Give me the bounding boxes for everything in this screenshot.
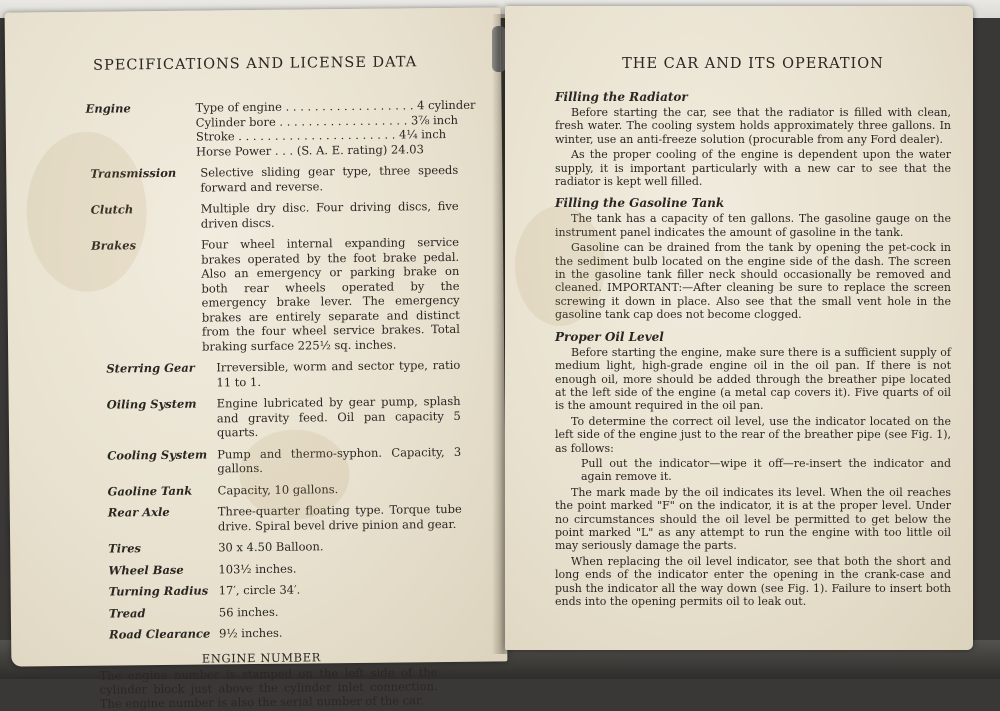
- spec-value: 103½ inches.: [218, 561, 297, 576]
- page-stain: [515, 206, 605, 326]
- paragraph: Before starting the car, see that the radiator is filled with clean, fresh water. The cooling system holds approximately three gallons. In winter, use an anti-freeze solution (procurable from any Ford dealer).: [555, 106, 951, 146]
- paragraph: Gasoline can be drained from the tank by opening the pet-cock in the sediment bulb located on the engine side of the dash. The screen in the gasoline tank filler neck should occasionally be removed and cleaned. IMPORTANT:—After cleaning be sure to replace the screen screwing it down in place. Also see that the small vent hole in the gasoline tank cap does not become clogged.: [555, 241, 951, 322]
- spec-label: Brakes: [90, 238, 137, 253]
- spec-label: Gaoline Tank: [107, 483, 193, 499]
- right-page: [505, 6, 973, 650]
- paragraph: As the proper cooling of the engine is dependent upon the water supply, it is important particularly with a new car to see that the radiator is kept well filled.: [555, 148, 951, 189]
- spec-label: Turning Radius: [108, 583, 209, 599]
- paragraph: The tank has a capacity of ten gallons. The gasoline gauge on the instrument panel indicates the amount of gasoline in the tank.: [555, 212, 951, 239]
- staple: [492, 26, 506, 72]
- engine-number-heading: ENGINE NUMBER: [201, 649, 321, 666]
- spec-value: 30 x 4.50 Balloon.: [218, 539, 324, 555]
- section-filling-radiator: [555, 90, 951, 188]
- engine-line: Type of engine . . . . . . . . . . . . . . . . . . 4 cylinder: [195, 97, 476, 115]
- spec-label: Cooling System: [107, 447, 208, 463]
- left-page: [5, 7, 508, 711]
- spec-label: Engine: [85, 101, 131, 116]
- paragraph: Before starting the engine, make sure there is a sufficient supply of medium light, high-grade engine oil in the oil pan. If there is not enough oil, more should be added through the breather pipe located at the left side of the engine (a metal cap covers it). Five quarts of oil is the amount required in the oil pan.: [555, 345, 951, 413]
- spec-value: Selective sliding gear type, three speeds forward and reverse.: [200, 162, 459, 195]
- spec-label: Wheel Base: [108, 562, 184, 578]
- spec-row: [59, 624, 463, 643]
- spec-label: Road Clearance: [109, 626, 211, 642]
- paragraph: Pull out the indicator—wipe it off—re-insert the indicator and again remove it.: [581, 456, 951, 484]
- spec-value: 56 inches.: [218, 604, 279, 619]
- section-heading: Filling the Radiator: [555, 90, 688, 104]
- section-heading: Proper Oil Level: [555, 329, 664, 344]
- spec-value: Engine lubricated by gear pump, splash and gravity feed. Oil pan capacity 5 quarts.: [216, 393, 461, 440]
- paragraph: To determine the correct oil level, use the indicator located on the left side of the engine just to the rear of the breather pipe (see Fig. 1), as follows:: [555, 414, 951, 455]
- spec-row: [58, 538, 462, 557]
- spec-value: 9½ inches.: [219, 625, 283, 641]
- section-filling-gasoline-tank: [555, 196, 951, 321]
- spec-label: Oiling System: [106, 396, 197, 412]
- spec-row: [59, 581, 463, 600]
- section-heading: Filling the Gasoline Tank: [555, 196, 725, 211]
- engine-specs: [196, 98, 476, 159]
- spec-label: Tread: [108, 605, 146, 621]
- spec-row: [57, 394, 461, 442]
- spec-value: 17′, circle 34′.: [218, 582, 301, 598]
- spec-label: Rear Axle: [107, 504, 170, 520]
- spec-value: Multiple dry disc. Four driving discs, five driven discs.: [200, 198, 459, 231]
- spec-label: Transmission: [90, 165, 177, 181]
- paragraph: When replacing the oil level indicator, see that both the short and long ends of the indicator enter the opening in the crank-case and push the indicator all the way down (see Fig. 1). Failure to insert both ends into the opening permits oil to leak out.: [555, 554, 951, 608]
- spec-value: Pump and thermo-syphon. Capacity, 3 gallons.: [217, 444, 462, 476]
- spec-value: Capacity, 10 gallons.: [217, 481, 339, 497]
- engine-line: Horse Power . . . (S. A. E. rating) 24.03: [195, 141, 424, 159]
- engine-number-text: The engine number is stamped on the left side of the cylinder block just above the cylinder inlet connection. The engine number is also the serial number of the car.: [99, 664, 438, 711]
- spec-row: [58, 559, 462, 578]
- spec-value: Four wheel internal expanding service brakes operated by the foot brake pedal. Also an emergency or parking brake on both rear wheels operated by the emergency brake lever. The emergency brakes are entirely separate and distinct from the four wheel service brakes. Total braking surface 225½ sq. inches.: [200, 234, 460, 354]
- spec-row: [59, 602, 463, 621]
- spec-label: Sterring Gear: [106, 360, 195, 376]
- spec-value: Three-quarter floating type. Torque tube drive. Spiral bevel drive pinion and gear.: [217, 501, 462, 533]
- spec-value: Irreversible, worm and sector type, ratio 11 to 1.: [216, 357, 461, 389]
- spec-label: Tires: [108, 541, 142, 556]
- spec-row: [56, 358, 460, 391]
- engine-line: Cylinder bore . . . . . . . . . . . . . . . . . . 3⅞ inch: [195, 112, 459, 130]
- section-proper-oil-level: [555, 330, 951, 609]
- page-stain: [26, 131, 148, 292]
- page-title: THE CAR AND ITS OPERATION: [622, 56, 884, 72]
- engine-line: Stroke . . . . . . . . . . . . . . . . . . . . . . 4¼ inch: [195, 126, 447, 144]
- page-title: SPECIFICATIONS AND LICENSE DATA: [93, 54, 418, 74]
- spec-label: Clutch: [90, 202, 134, 217]
- paragraph: The mark made by the oil indicates its level. When the oil reaches the point marked "F" on the indicator, it is at the proper level. Under no circumstances should the oil level be permitted to get below the point marked "L" as any attempt to run the engine with too little oil may seriously damage the parts.: [555, 485, 951, 553]
